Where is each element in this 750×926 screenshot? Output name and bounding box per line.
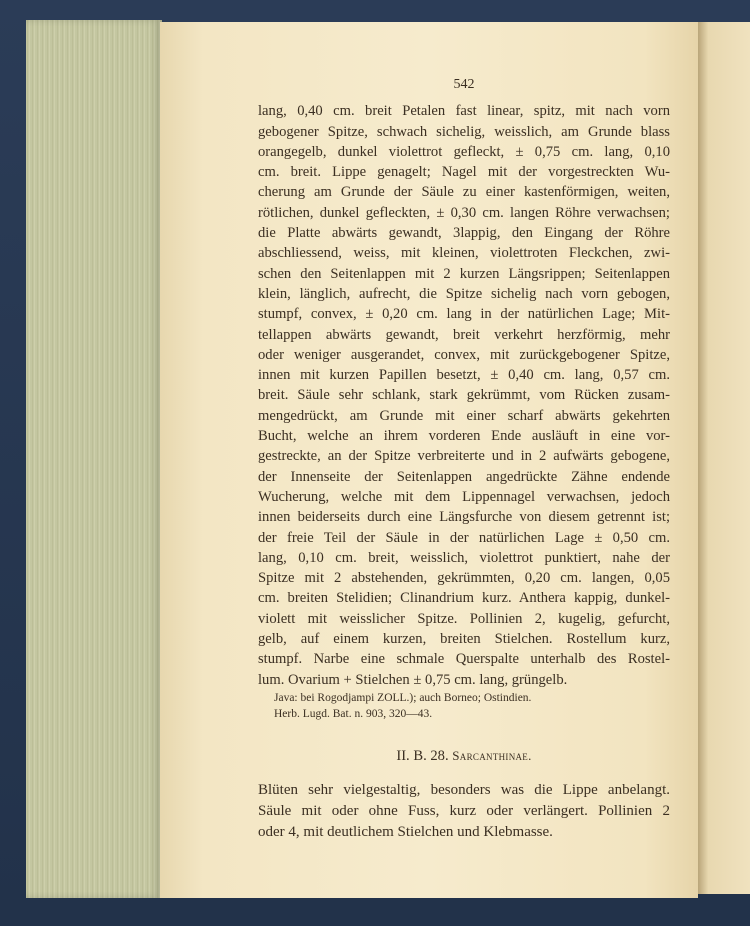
page-text xyxy=(258,75,670,843)
body-line: gelb, auf einem kurzen, breiten Stielchen. Rostellum kurz, xyxy=(258,631,670,648)
section-paragraph xyxy=(258,780,670,843)
section-number: II. B. 28. xyxy=(396,747,449,764)
body-text xyxy=(258,101,670,690)
body-line: der Innenseite der Seitenlappen angedrückte Zähne endende xyxy=(258,468,670,485)
facing-page-edge xyxy=(698,22,750,894)
body-line: Wucherung, welche mit dem Lippennagel verwachsen, jedoch xyxy=(258,488,670,505)
body-line: stumpf. Narbe eine schmale Querspalte unterhalb des Rostel- xyxy=(258,651,670,668)
body-line: breit. Säule sehr schlank, stark gekrümmt, vom Rücken zusam- xyxy=(258,387,670,404)
body-line: tellappen abwärts gewandt, breit verkehrt herzförmig, mehr xyxy=(258,326,670,343)
page-number: 542 xyxy=(453,77,475,92)
section-title: Sarcanthinae. xyxy=(452,747,532,763)
body-line: orangegelb, dunkel violettrot gefleckt, ± 0,75 cm. lang, 0,10 xyxy=(258,143,670,160)
body-line: klein, länglich, aufrecht, die Spitze sichelig nach vorn gebogen, xyxy=(258,285,670,302)
body-line: abschliessend, weiss, mit kleinen, violettroten Fleckchen, zwi- xyxy=(258,245,670,262)
body-line: cm. breit. Lippe genagelt; Nagel mit der vorgestreckten Wu- xyxy=(258,164,670,181)
body-line: cm. breiten Stelidien; Clinandrium kurz. Anthera kappig, dunkel- xyxy=(258,590,670,607)
body-line: lum. Ovarium + Stielchen ± 0,75 cm. lang, grüngelb. xyxy=(258,671,568,688)
body-line: oder weniger ausgerandet, convex, mit zurückgebogener Spitze, xyxy=(258,346,670,363)
body-line: rötlichen, dunkel gefleckten, ± 0,30 cm. langen Röhre verwachsen; xyxy=(258,204,670,221)
note-line: Herb. Lugd. Bat. n. 903, 320—43. xyxy=(274,707,433,720)
note-line: Java: bei Rogodjampi ZOLL.); auch Borneo; Ostindien. xyxy=(274,691,532,704)
body-line: lang, 0,40 cm. breit Petalen fast linear, spitz, mit nach vorn xyxy=(258,103,670,120)
body-line: gestreckte, an der Spitze verbreiterte und in 2 aufwärts gebogene, xyxy=(258,448,670,465)
paragraph-line: oder 4, mit deutlichem Stielchen und Klebmasse. xyxy=(258,824,553,841)
body-line: cherung am Grunde der Säule zu einer kastenförmigen, weiten, xyxy=(258,184,670,201)
body-line: Bucht, welche an ihrem vorderen Ende ausläuft in eine vor- xyxy=(258,428,670,445)
body-line: innen mit kurzen Papillen besetzt, ± 0,40 cm. lang, 0,57 cm. xyxy=(258,367,670,384)
body-line: lang, 0,10 cm. breit, weisslich, violettrot punktiert, nahe der xyxy=(258,549,670,566)
locality-notes xyxy=(258,690,670,722)
body-line: Spitze mit 2 abstehenden, gekrümmten, 0,20 cm. langen, 0,05 xyxy=(258,570,670,587)
body-line: gebogener Spitze, schwach sichelig, weisslich, am Grunde blass xyxy=(258,123,670,140)
paragraph-line: Blüten sehr vielgestaltig, besonders was die Lippe anbelangt. xyxy=(258,782,670,799)
section-heading xyxy=(258,746,670,766)
body-line: violett mit weisslicher Spitze. Pollinien 2, kugelig, gefurcht, xyxy=(258,610,670,627)
body-line: innen beiderseits durch eine Längsfurche von diesem getrennt ist; xyxy=(258,509,670,526)
body-line: schen den Seitenlappen mit 2 kurzen Längsrippen; Seitenlappen xyxy=(258,265,670,282)
body-line: der freie Teil der Säule in der natürlichen Lage ± 0,50 cm. xyxy=(258,529,670,546)
body-line: die Platte abwärts gewandt, 3lappig, den Eingang der Röhre xyxy=(258,225,670,242)
body-line: mengedrückt, am Grunde mit einer scharf abwärts gekehrten xyxy=(258,407,670,424)
body-line: stumpf, convex, ± 0,20 cm. lang in der natürlichen Lage; Mit- xyxy=(258,306,670,323)
page-edges xyxy=(26,20,162,898)
paragraph-line: Säule mit oder ohne Fuss, kurz oder verlängert. Pollinien 2 xyxy=(258,803,670,820)
